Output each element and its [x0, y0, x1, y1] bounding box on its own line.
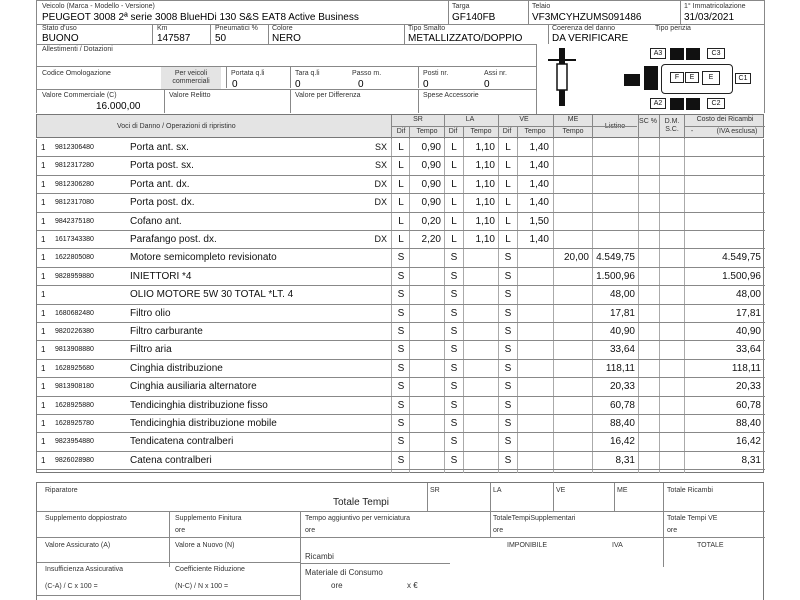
row-listino: 20,33: [609, 381, 635, 393]
row-costo: 40,90: [735, 326, 761, 337]
motorcycle-icon: [544, 46, 580, 110]
row-ve-dif: L: [505, 178, 511, 190]
row-description: Filtro aria: [130, 344, 172, 356]
posti-value: 0: [423, 79, 429, 90]
materiale-x-euro: x €: [407, 581, 418, 590]
row-sr-tempo: 0,90: [421, 142, 441, 153]
zone-block: [624, 74, 640, 86]
row-costo: 88,40: [735, 418, 761, 429]
passo-value: 0: [358, 79, 364, 90]
row-listino: 1.500,96: [596, 270, 635, 282]
row-description: Filtro carburante: [130, 326, 203, 337]
col-desc-header: Voci di Danno / Operazioni di ripristino: [117, 123, 236, 130]
table-row: [37, 231, 765, 249]
row-sr-tempo: 0,90: [421, 197, 441, 209]
row-qty: 1: [41, 161, 46, 171]
commerciali-label: Per veicoli commerciali: [172, 70, 210, 85]
row-qty: 1: [41, 271, 46, 281]
col-me-header: ME: [567, 116, 579, 123]
row-sr-dif: S: [397, 381, 405, 393]
row-code: 1680682480: [55, 309, 94, 317]
coerenza-value: DA VERIFICARE: [552, 33, 629, 44]
pneumatici-value: 50: [215, 33, 227, 44]
row-costo: 1.500,96: [722, 270, 761, 282]
row-ve-dif: S: [504, 252, 512, 264]
row-ve-dif: L: [505, 234, 511, 245]
col-ve-tempo: Tempo: [524, 128, 546, 135]
row-description: Tendicinghia distribuzione mobile: [130, 418, 277, 429]
zone-e-tag[interactable]: E: [685, 72, 699, 83]
col-ve-dif: Dif: [502, 128, 512, 135]
table-row: [37, 213, 765, 231]
veicolo-label: Veicolo (Marca - Modello - Versione): [42, 3, 155, 10]
row-ve-dif: S: [504, 436, 512, 448]
row-code: 9812306480: [55, 144, 94, 151]
km-value: 147587: [157, 33, 191, 44]
portata-label: Portata q.li: [231, 70, 265, 77]
col-la-header: LA: [465, 116, 475, 123]
iva-label: IVA: [612, 542, 623, 549]
col-me-tempo: Tempo: [562, 128, 584, 135]
imponibile-label: IMPONIBILE: [507, 542, 548, 549]
valore-commerciale-value: 16.000,00: [96, 101, 141, 112]
tot-tempi-suppl-ore: ore: [493, 527, 504, 534]
row-ve-dif: S: [504, 307, 512, 319]
row-ve-dif: L: [505, 215, 511, 227]
row-qty: 1: [41, 345, 46, 355]
row-la-dif: L: [451, 142, 457, 153]
row-la-dif: S: [450, 418, 458, 429]
row-la-dif: S: [450, 326, 458, 337]
allestimenti-label: Allestimenti / Dotazioni: [42, 46, 113, 53]
col-iva-header: (IVA esclusa): [716, 128, 758, 135]
table-row: [37, 378, 765, 396]
row-listino: 88,40: [609, 418, 635, 429]
tempo-aggiuntivo-label: Tempo aggiuntivo per verniciatura: [305, 515, 411, 522]
row-costo: 48,00: [735, 289, 761, 301]
table-row: [37, 286, 765, 304]
row-ve-dif: S: [504, 326, 512, 337]
row-la-dif: S: [450, 454, 458, 466]
zone-block: [686, 98, 700, 110]
col-costo-header: Costo dei Ricambi: [696, 116, 754, 123]
table-row: [37, 176, 765, 194]
row-side: SX: [374, 142, 387, 152]
row-side: DX: [374, 234, 387, 244]
row-la-dif: S: [450, 344, 458, 356]
row-listino: 40,90: [609, 326, 635, 337]
table-header: [36, 114, 764, 138]
row-qty: 1: [41, 253, 46, 263]
smalto-value: METALLIZZATO/DOPPIO: [408, 33, 523, 44]
row-code: 9812317280: [55, 162, 94, 170]
row-code: 9820226380: [55, 328, 94, 335]
row-qty: 1: [41, 216, 46, 226]
nc-formula: (N-C) / N x 100 =: [175, 583, 229, 590]
row-code: 1617343380: [55, 236, 94, 243]
row-la-dif: L: [451, 234, 457, 245]
colore-value: NERO: [272, 33, 301, 44]
row-la-dif: L: [451, 160, 457, 172]
targa-label: Targa: [452, 3, 470, 10]
zone-a3-tag[interactable]: A3: [650, 48, 666, 59]
tempo-aggiuntivo-ore: ore: [305, 527, 316, 534]
suppl-finitura-ore: ore: [175, 527, 186, 534]
table-row: [37, 157, 765, 175]
row-listino: 8,31: [615, 454, 635, 466]
perizia-label: Tipo perizia: [655, 25, 691, 32]
materiale-ore: ore: [331, 581, 343, 590]
row-costo: 4.549,75: [722, 252, 761, 264]
row-description: Porta post. dx.: [130, 197, 195, 209]
col-sc-header: SC %: [639, 118, 657, 125]
row-qty: 1: [41, 400, 46, 410]
row-sr-dif: S: [397, 289, 405, 301]
row-ve-dif: L: [505, 142, 511, 153]
tot-tempi-suppl-label: TotaleTempiSupplementari: [493, 515, 576, 522]
tara-value: 0: [295, 79, 301, 90]
row-listino: 17,81: [609, 307, 635, 319]
suppl-doppiostrato-label: Supplemento doppiostrato: [45, 515, 127, 522]
row-la-dif: L: [451, 215, 457, 227]
row-ve-tempo: 1,50: [529, 215, 549, 227]
row-qty: 1: [41, 235, 46, 244]
insufficienza-label: Insufficienza Assicurativa: [45, 566, 124, 573]
row-listino: 16,42: [609, 436, 635, 448]
row-la-tempo: 1,10: [475, 142, 495, 153]
row-qty: 1: [41, 419, 46, 428]
row-qty: 1: [41, 308, 46, 318]
row-la-tempo: 1,10: [475, 178, 495, 190]
row-la-dif: S: [450, 362, 458, 374]
row-description: Cinghia ausiliaria alternatore: [130, 381, 257, 393]
row-description: Parafango post. dx.: [130, 234, 217, 245]
posti-label: Posti nr.: [423, 70, 449, 77]
row-costo: 33,64: [735, 344, 761, 356]
totale-label: TOTALE: [697, 542, 724, 549]
row-sr-dif: S: [397, 270, 405, 282]
row-costo: 17,81: [735, 307, 761, 319]
spese-label: Spese Accessorie: [423, 92, 479, 99]
row-sr-dif: L: [398, 234, 404, 245]
row-code: 9828959880: [55, 272, 94, 280]
row-code: 1628925780: [55, 420, 94, 427]
omologazione-label: Codice Omologazione: [42, 70, 111, 77]
row-sr-dif: S: [397, 252, 405, 264]
row-sr-dif: S: [397, 454, 405, 466]
table-row: [37, 415, 765, 433]
row-la-tempo: 1,10: [475, 234, 495, 245]
row-la-dif: S: [450, 399, 458, 411]
row-description: OLIO MOTORE 5W 30 TOTAL *LT. 4: [130, 289, 294, 301]
row-description: Porta ant. sx.: [130, 142, 189, 153]
row-description: Motore semicompleto revisionato: [130, 252, 277, 264]
row-sr-dif: S: [397, 344, 405, 356]
col-sr-tempo: Tempo: [416, 128, 438, 135]
immatricolazione-value: 31/03/2021: [684, 12, 735, 23]
row-code: 1628925880: [55, 401, 94, 409]
row-code: 1622805080: [55, 254, 94, 262]
zone-c1-tag[interactable]: C1: [735, 73, 751, 84]
tara-label: Tara q.li: [295, 70, 320, 77]
la-label: LA: [493, 487, 502, 494]
me-label: ME: [617, 487, 628, 494]
row-ve-dif: S: [504, 454, 512, 466]
row-code: 9823954880: [55, 438, 94, 446]
row-side: DX: [374, 178, 387, 189]
row-la-dif: S: [450, 252, 458, 264]
col-listino-header: Listino: [604, 123, 626, 130]
row-description: Cinghia distribuzione: [130, 362, 223, 374]
col-sr-header: SR: [413, 116, 423, 123]
zone-c3-tag[interactable]: C3: [707, 48, 725, 59]
row-ve-dif: S: [504, 362, 512, 374]
table-row: [37, 194, 765, 212]
col-la-tempo: Tempo: [470, 128, 492, 135]
stato-value: BUONO: [42, 33, 79, 44]
row-qty: 1: [41, 382, 46, 392]
coerenza-label: Coerenza del danno: [552, 25, 616, 32]
row-sr-dif: L: [398, 215, 404, 227]
row-sr-tempo: 0,90: [421, 160, 441, 172]
suppl-finitura-label: Supplemento Finitura: [175, 515, 242, 522]
row-la-tempo: 1,10: [475, 160, 495, 172]
row-qty: 1: [41, 290, 46, 300]
table-row: [37, 323, 765, 341]
valore-relitto-label: Valore Relitto: [169, 92, 211, 99]
row-sr-tempo: 0,90: [421, 178, 441, 190]
row-sr-dif: S: [397, 418, 405, 429]
row-qty: 1: [41, 198, 46, 208]
row-code: 9812306280: [55, 180, 94, 188]
row-ve-tempo: 1,40: [529, 234, 549, 245]
coeff-riduzione-label: Coefficiente Riduzione: [175, 566, 245, 573]
row-listino: 48,00: [609, 289, 635, 301]
row-qty: 1: [41, 143, 46, 152]
ricambi-label: Ricambi: [305, 552, 334, 561]
row-ve-dif: S: [504, 344, 512, 356]
row-code: 9826028980: [55, 456, 94, 464]
table-row: [37, 305, 765, 323]
immatricolazione-label: 1° Immatricolazione: [684, 3, 746, 10]
row-qty: 1: [41, 455, 46, 465]
row-side: SX: [374, 160, 387, 171]
row-costo: 8,31: [741, 454, 761, 466]
row-ve-dif: S: [504, 418, 512, 429]
row-code: 9812317080: [55, 199, 94, 207]
row-ve-tempo: 1,40: [529, 160, 549, 172]
valore-nuovo-label: Valore a Nuovo (N): [175, 542, 235, 549]
row-description: Porta post. sx.: [130, 160, 194, 172]
valore-differenza-label: Valore per Differenza: [295, 92, 361, 99]
zone-c2-tag[interactable]: C2: [707, 98, 725, 109]
damage-diagram: [536, 44, 764, 114]
col-costo-dash: -: [690, 128, 694, 135]
row-sr-dif: S: [397, 326, 405, 337]
table-row: [37, 139, 765, 157]
row-sr-tempo: 0,20: [421, 215, 441, 227]
km-label: Km: [157, 25, 168, 32]
stato-label: Stato d'uso: [42, 25, 77, 32]
row-me-tempo: 20,00: [563, 252, 589, 264]
row-costo: 60,78: [735, 399, 761, 411]
row-sr-dif: L: [398, 142, 404, 153]
row-code: 1628925680: [55, 364, 94, 372]
valore-commerciale-label: Valore Commerciale (C): [42, 92, 117, 99]
row-sr-dif: L: [398, 178, 404, 190]
row-ve-dif: L: [505, 197, 511, 209]
row-listino: 4.549,75: [596, 252, 635, 264]
sr-label: SR: [430, 487, 440, 494]
materiale-label: Materiale di Consumo: [305, 568, 383, 577]
row-ve-dif: S: [504, 289, 512, 301]
row-la-dif: L: [451, 178, 457, 190]
row-sr-tempo: 2,20: [421, 234, 441, 245]
row-description: Cofano ant.: [130, 215, 182, 227]
row-sr-dif: S: [397, 436, 405, 448]
row-la-dif: L: [451, 197, 457, 209]
row-la-dif: S: [450, 381, 458, 393]
pneumatici-label: Pneumatici %: [215, 25, 258, 32]
row-code: 9842375180: [55, 217, 94, 225]
smalto-label: Tipo Smalto: [408, 25, 446, 32]
row-costo: 118,11: [731, 362, 761, 374]
row-qty: 1: [41, 327, 46, 336]
zone-f-tag[interactable]: F: [670, 72, 684, 83]
row-costo: 20,33: [735, 381, 761, 393]
table-row: [37, 433, 765, 451]
tot-tempi-ve-ore: ore: [667, 527, 678, 534]
row-ve-dif: S: [504, 270, 512, 282]
row-costo: 16,42: [735, 436, 761, 448]
row-la-tempo: 1,10: [475, 215, 495, 227]
damage-table: [36, 139, 764, 473]
row-ve-tempo: 1,40: [529, 142, 549, 153]
table-row: [37, 249, 765, 267]
passo-label: Passo m.: [352, 70, 382, 77]
assi-label: Assi nr.: [484, 70, 507, 77]
totale-tempi-label: Totale Tempi: [333, 497, 389, 508]
ve-label: VE: [556, 487, 566, 494]
telaio-value: VF3MCYHZUMS091486: [532, 12, 642, 23]
table-row: [37, 341, 765, 359]
zone-a2-tag[interactable]: A2: [650, 98, 666, 109]
row-qty: 1: [41, 179, 46, 189]
row-ve-tempo: 1,40: [529, 178, 549, 190]
row-description: Tendicatena contralberi: [130, 436, 234, 448]
row-la-tempo: 1,10: [475, 197, 495, 209]
veicolo-value: PEUGEOT 3008 2ª serie 3008 BlueHDi 130 S&S EAT8 Active Business: [42, 12, 359, 23]
row-listino: 118,11: [605, 362, 635, 374]
row-sr-dif: S: [397, 362, 405, 374]
row-la-dif: S: [450, 270, 458, 282]
table-row: [37, 397, 765, 415]
valore-assicurato-label: Valore Assicurato (A): [45, 542, 111, 549]
targa-value: GF140FB: [452, 12, 496, 23]
row-listino: 33,64: [609, 344, 635, 356]
colore-label: Colore: [272, 25, 293, 32]
zone-block: [670, 48, 684, 60]
zone-block: [686, 48, 700, 60]
row-sr-dif: L: [398, 197, 404, 209]
portata-value: 0: [232, 79, 238, 90]
row-description: Filtro olio: [130, 307, 171, 319]
row-sr-dif: S: [397, 399, 405, 411]
riparatore-label: Riparatore: [45, 487, 78, 494]
row-qty: 1: [41, 437, 46, 447]
table-row: [37, 360, 765, 378]
row-la-dif: S: [450, 436, 458, 448]
row-listino: 60,78: [609, 399, 635, 411]
row-sr-dif: L: [398, 160, 404, 172]
row-la-dif: S: [450, 289, 458, 301]
totale-ricambi-label: Totale Ricambi: [667, 487, 713, 494]
col-dm-header: D.M. S.C.: [664, 118, 680, 133]
col-ve-header: VE: [519, 116, 529, 123]
row-sr-dif: S: [397, 307, 405, 319]
row-code: 9813908180: [55, 383, 94, 391]
zone-block: [644, 66, 658, 90]
row-side: DX: [374, 197, 387, 208]
row-description: Porta ant. dx.: [130, 178, 190, 190]
row-description: Tendicinghia distribuzione fisso: [130, 399, 268, 411]
ca-formula: (C-A) / C x 100 =: [45, 583, 98, 590]
row-code: 9813908880: [55, 346, 94, 354]
tot-tempi-ve-label: Totale Tempi VE: [667, 515, 718, 522]
footer-summary: [36, 482, 764, 600]
assi-value: 0: [484, 79, 490, 90]
row-description: Catena contralberi: [130, 454, 212, 466]
table-row: [37, 268, 765, 286]
zone-block: [670, 98, 684, 110]
table-row: [37, 452, 765, 470]
col-la-dif: Dif: [448, 128, 458, 135]
row-ve-dif: S: [504, 399, 512, 411]
row-ve-tempo: 1,40: [529, 197, 549, 209]
row-ve-dif: S: [504, 381, 512, 393]
telaio-label: Telaio: [532, 3, 551, 10]
zone-e2-tag[interactable]: E: [702, 71, 720, 85]
row-qty: 1: [41, 363, 46, 373]
col-sr-dif: Dif: [396, 128, 406, 135]
row-description: INIETTORI *4: [130, 270, 192, 282]
row-la-dif: S: [450, 307, 458, 319]
row-ve-dif: L: [505, 160, 511, 172]
